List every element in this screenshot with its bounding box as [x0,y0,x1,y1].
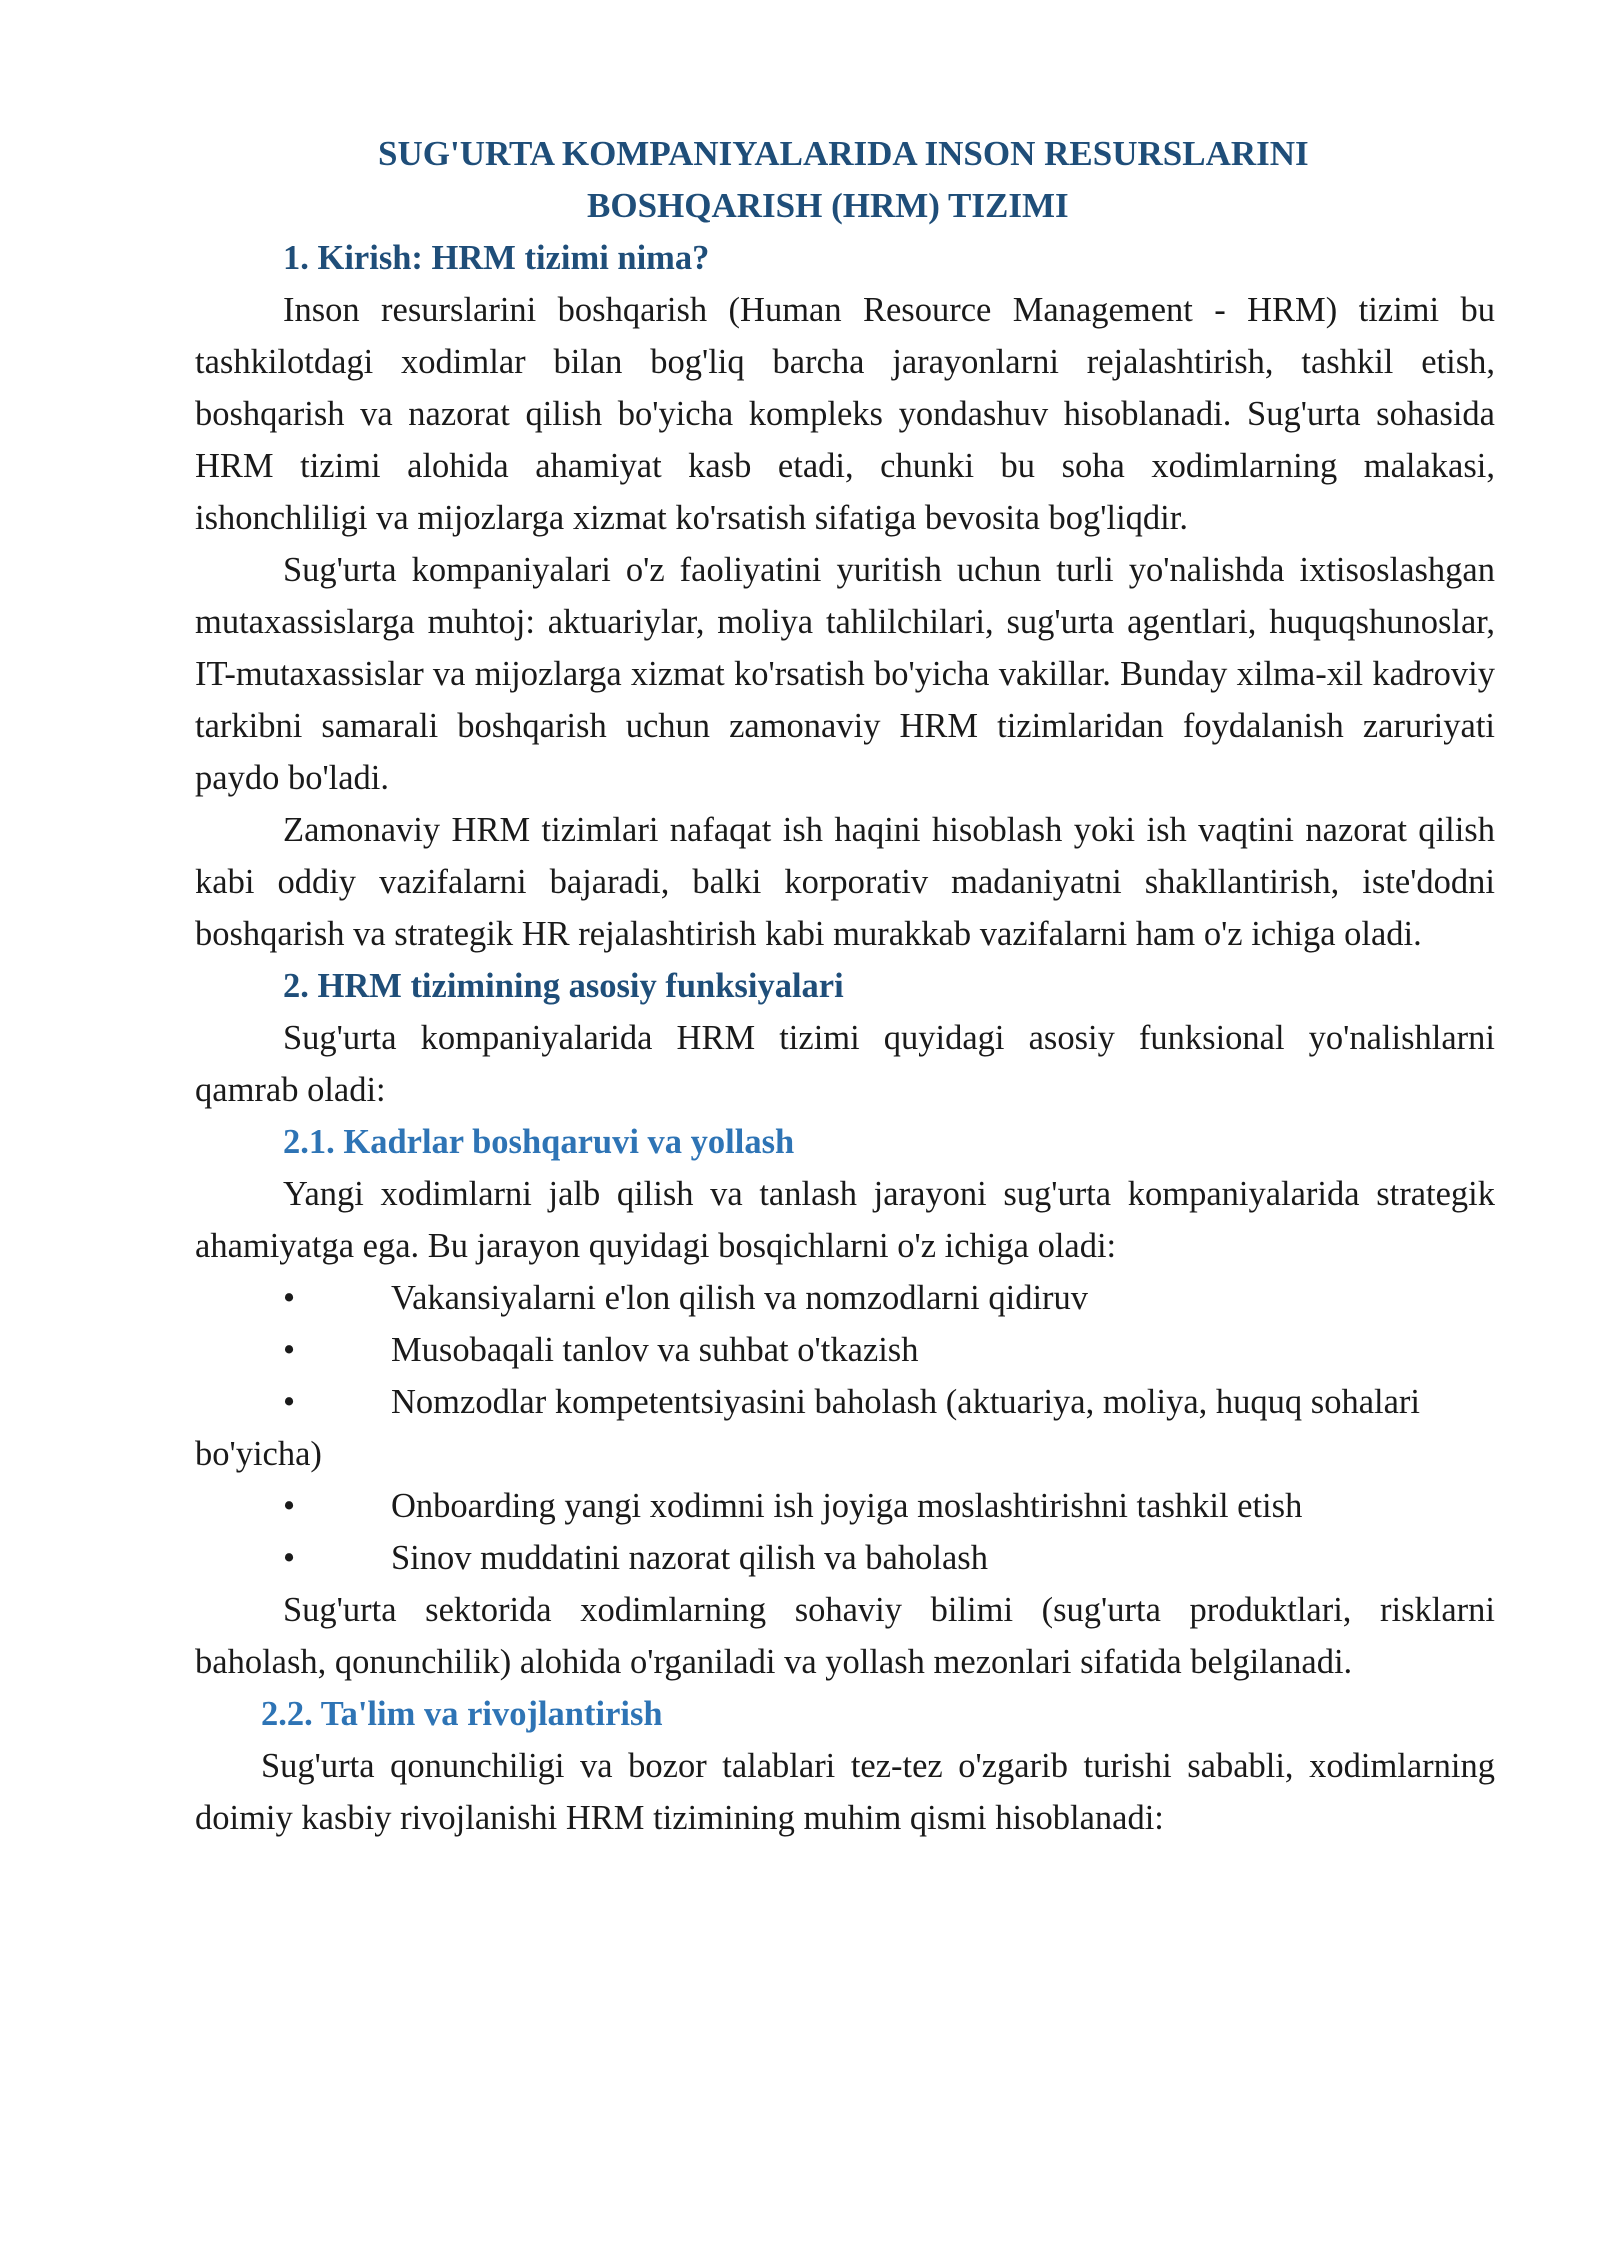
subsection-heading-training: 2.2. Ta'lim va rivojlantirish [261,1695,663,1733]
subsection-heading-recruitment: 2.1. Kadrlar boshqaruvi va yollash [283,1123,795,1161]
document-title-line1: SUG'URTA KOMPANIYALARIDA INSON RESURSLARINI [378,134,1309,173]
list-item [195,1480,1495,1532]
list-item-text: Onboarding yangi xodimni ish joyiga moslashtirishni tashkil etish [391,1487,1303,1525]
bullet-list [195,1272,1495,1584]
list-item [195,1324,1495,1376]
paragraph: Sug'urta kompaniyalarida HRM tizimi quyidagi asosiy funksional yo'nalishlarni qamrab oladi: [195,1019,1495,1109]
bullet-marker: • [283,1539,296,1577]
paragraph: Zamonaviy HRM tizimlari nafaqat ish haqini hisoblash yoki ish vaqtini nazorat qilish kabi oddiy vazifalarni bajaradi, balki korporativ madaniyatni shakllantirish, iste'dodni boshqarish va strategik HR rejalashtirish kabi murakkab vazifalarni ham o'z ichiga oladi. [195,811,1495,953]
bullet-marker: • [283,1383,296,1421]
list-item-text: Nomzodlar kompetentsiyasini baholash (aktuariya, moliya, huquq sohalari bo'yicha) [195,1383,1421,1473]
paragraph: Sug'urta kompaniyalari o'z faoliyatini yuritish uchun turli yo'nalishda ixtisoslashgan mutaxassislarga muhtoj: aktuariylar, moliya tahlilchilari, sug'urta agentlari, huquqshunoslar, IT-mutaxassislar va mijozlarga xizmat ko'rsatish bo'yicha vakillar. Bunday xilma-xil kadroviy tarkibni samarali boshqarish uchun zamonaviy HRM tizimlaridan foydalanish zaruriyati paydo bo'ladi. [195,551,1495,797]
bullet-marker: • [283,1279,296,1317]
list-item [195,1272,1495,1324]
document-title [195,128,1495,232]
bullet-marker: • [283,1331,296,1369]
section-heading-functions: 2. HRM tizimining asosiy funksiyalari [283,967,844,1005]
section-heading-introduction: 1. Kirish: HRM tizimi nima? [283,239,710,277]
paragraph: Sug'urta qonunchiligi va bozor talablari tez-tez o'zgarib turishi sababli, xodimlarning doimiy kasbiy rivojlanishi HRM tizimining muhim qismi hisoblanadi: [195,1747,1495,1837]
paragraph: Sug'urta sektorida xodimlarning sohaviy bilimi (sug'urta produktlari, risklarni baholash, qonunchilik) alohida o'rganiladi va yollash mezonlari sifatida belgilanadi. [195,1591,1495,1681]
document-page [195,128,1495,1844]
list-item [195,1532,1495,1584]
bullet-marker: • [283,1487,296,1525]
paragraph: Yangi xodimlarni jalb qilish va tanlash jarayoni sug'urta kompaniyalarida strategik ahamiyatga ega. Bu jarayon quyidagi bosqichlarni o'z ichiga oladi: [195,1175,1495,1265]
list-item [195,1376,1495,1480]
list-item-text: Sinov muddatini nazorat qilish va baholash [391,1539,988,1577]
paragraph: Inson resurslarini boshqarish (Human Resource Management - HRM) tizimi bu tashkilotdagi xodimlar bilan bog'liq barcha jarayonlarni rejalashtirish, tashkil etish, boshqarish va nazorat qilish bo'yicha kompleks yondashuv hisoblanadi. Sug'urta sohasida HRM tizimi alohida ahamiyat kasb etadi, chunki bu soha xodimlarning malakasi, ishonchliligi va mijozlarga xizmat ko'rsatish sifatiga bevosita bog'liqdir. [195,291,1495,537]
list-item-text: Musobaqali tanlov va suhbat o'tkazish [391,1331,919,1369]
list-item-text: Vakansiyalarni e'lon qilish va nomzodlarni qidiruv [391,1279,1089,1317]
document-title-line2: BOSHQARISH (HRM) TIZIMI [587,186,1069,225]
